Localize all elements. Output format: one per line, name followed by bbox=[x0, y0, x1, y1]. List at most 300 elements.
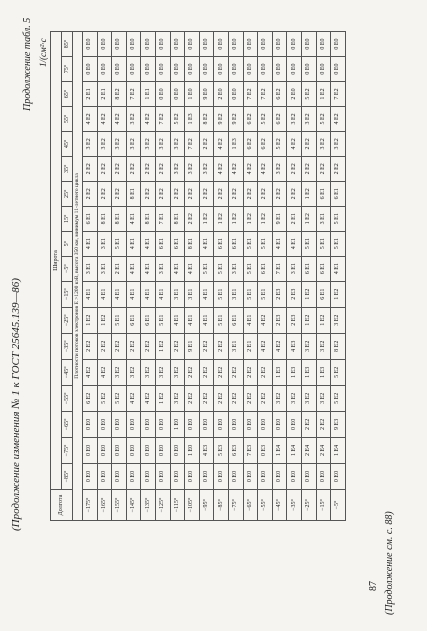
table-cell: 0 E0 bbox=[141, 437, 156, 463]
table-cell: 0 E0 bbox=[185, 463, 200, 489]
table-cell: 4 E1 bbox=[170, 307, 185, 333]
table-cell: 5 E2 bbox=[170, 106, 185, 131]
table-cell: 3 E2 bbox=[272, 156, 287, 181]
table-cell: 2 E2 bbox=[97, 181, 112, 206]
table-cell: 0 E0 bbox=[243, 57, 258, 82]
table-cell: 2 E1 bbox=[83, 82, 98, 107]
column-header: 75° bbox=[62, 57, 73, 82]
table-cell: 3 E2 bbox=[272, 385, 287, 411]
column-header: −35° bbox=[62, 333, 73, 359]
table-cell: 3 E1 bbox=[83, 256, 98, 281]
row-label: −45° bbox=[272, 490, 287, 521]
table-cell: 6 E1 bbox=[331, 181, 346, 206]
table-cell: 4 E1 bbox=[126, 206, 141, 231]
table-cell: 4 E2 bbox=[214, 156, 229, 181]
table-cell: 5 E1 bbox=[243, 256, 258, 281]
table-cell: 2 E2 bbox=[214, 385, 229, 411]
table-row bbox=[97, 32, 112, 521]
table-cell: 0 E0 bbox=[112, 463, 127, 489]
table-cell: 1 E1 bbox=[141, 82, 156, 107]
table-cell: 0 E0 bbox=[287, 463, 302, 489]
table-cell: 3 E2 bbox=[316, 333, 331, 359]
table-cell: 8 E1 bbox=[185, 231, 200, 256]
table-cell: 0 E3 bbox=[258, 437, 273, 463]
table-cell: 3 E2 bbox=[155, 359, 170, 385]
row-label: −115° bbox=[170, 490, 185, 521]
table-cell: 9 E0 bbox=[199, 82, 214, 107]
table-cell: 2 E2 bbox=[243, 385, 258, 411]
table-cell: 1 E2 bbox=[331, 281, 346, 307]
table-cell: 5 E1 bbox=[258, 231, 273, 256]
table-cell: 4 E1 bbox=[243, 307, 258, 333]
table-cell: 5 E1 bbox=[243, 281, 258, 307]
table-cell: 3 E2 bbox=[170, 156, 185, 181]
table-cell: 6 E2 bbox=[243, 131, 258, 156]
column-header: −25° bbox=[62, 307, 73, 333]
table-cell: 2 E1 bbox=[243, 333, 258, 359]
table-cell: 3 E2 bbox=[170, 385, 185, 411]
column-header: 15° bbox=[62, 206, 73, 231]
page-number: 87 bbox=[368, 581, 379, 591]
table-cell: 5 E2 bbox=[258, 106, 273, 131]
table-cell: 0 E0 bbox=[258, 463, 273, 489]
group-header: Широта bbox=[51, 32, 62, 490]
table-cell: 3 E2 bbox=[331, 307, 346, 333]
table-cell: 9 E3 bbox=[331, 411, 346, 437]
table-cell: 0 E0 bbox=[214, 57, 229, 82]
table-cell: 0 E0 bbox=[155, 57, 170, 82]
column-header: −65° bbox=[62, 411, 73, 437]
table-cell: 2 E2 bbox=[258, 385, 273, 411]
column-header: −85° bbox=[62, 463, 73, 489]
table-cell: 2 E2 bbox=[316, 411, 331, 437]
table-cell: 0 E0 bbox=[170, 32, 185, 57]
table-cell: 2 E2 bbox=[170, 181, 185, 206]
table-cell: 1 E2 bbox=[301, 281, 316, 307]
table-cell: 7 E2 bbox=[185, 131, 200, 156]
table-cell: 2 E2 bbox=[126, 156, 141, 181]
table-cell: 6 E1 bbox=[316, 256, 331, 281]
row-label: −65° bbox=[243, 490, 258, 521]
table-cell: 6 E1 bbox=[214, 231, 229, 256]
table-cell: 4 E2 bbox=[258, 333, 273, 359]
table-cell: 2 E0 bbox=[287, 82, 302, 107]
table-cell: 0 E0 bbox=[228, 411, 243, 437]
table-cell: 3 E2 bbox=[316, 131, 331, 156]
table-cell: 2 E2 bbox=[199, 359, 214, 385]
table-cell: 3 E2 bbox=[155, 131, 170, 156]
table-cell: 2 E2 bbox=[214, 333, 229, 359]
table-cell: 2 E2 bbox=[331, 156, 346, 181]
table-cell: 0 E0 bbox=[155, 463, 170, 489]
table-cell: 7 E1 bbox=[155, 206, 170, 231]
table-cell: 4 E2 bbox=[258, 156, 273, 181]
table-cell: 1 E2 bbox=[155, 385, 170, 411]
table-cell: 2 E2 bbox=[301, 131, 316, 156]
table-cell: 6 E1 bbox=[228, 307, 243, 333]
table-cell: 5 E1 bbox=[112, 307, 127, 333]
table-cell: 4 E3 bbox=[199, 437, 214, 463]
table-cell: 0 E0 bbox=[141, 32, 156, 57]
column-header: 85° bbox=[62, 32, 73, 57]
table-cell: 2 E2 bbox=[258, 181, 273, 206]
table-cell: 1 E2 bbox=[83, 307, 98, 333]
table-cell: 0 E0 bbox=[316, 32, 331, 57]
table-cell: 1 E2 bbox=[258, 206, 273, 231]
table-cell: 3 E2 bbox=[83, 131, 98, 156]
table-cell: 4 E1 bbox=[141, 256, 156, 281]
table-row bbox=[272, 32, 287, 521]
row-label: −165° bbox=[97, 490, 112, 521]
table-cell: 0 E0 bbox=[83, 32, 98, 57]
table-cell: 5 E2 bbox=[331, 385, 346, 411]
table-cell: 0 E0 bbox=[155, 411, 170, 437]
table-cell: 3 E2 bbox=[126, 131, 141, 156]
table-row bbox=[228, 32, 243, 521]
table-cell: 3 E2 bbox=[331, 131, 346, 156]
table-cell: 5 E1 bbox=[301, 231, 316, 256]
table-cell: 2 E2 bbox=[301, 156, 316, 181]
table-row bbox=[170, 32, 185, 521]
column-header: −75° bbox=[62, 437, 73, 463]
table-cell: 2 E2 bbox=[141, 333, 156, 359]
column-header: 25° bbox=[62, 181, 73, 206]
table-cell: 4 E2 bbox=[331, 106, 346, 131]
table-cell: 3 E1 bbox=[97, 231, 112, 256]
table-row bbox=[331, 32, 346, 521]
table-cell: 2 E2 bbox=[83, 181, 98, 206]
table-cell: 4 E1 bbox=[331, 256, 346, 281]
row-label: −75° bbox=[228, 490, 243, 521]
table-cell: 2 E2 bbox=[83, 333, 98, 359]
table-cell: 4 E3 bbox=[287, 333, 302, 359]
table-cell: 2 E2 bbox=[214, 181, 229, 206]
table-cell: 0 E0 bbox=[97, 411, 112, 437]
table-cell: 0 E0 bbox=[97, 463, 112, 489]
table-cell: 3 E2 bbox=[301, 333, 316, 359]
table-cell: 1 E0 bbox=[185, 437, 200, 463]
table-cell: 4 E2 bbox=[228, 156, 243, 181]
table-cell: 4 E2 bbox=[272, 333, 287, 359]
table-cell: 5 E1 bbox=[316, 231, 331, 256]
table-cell: 0 E0 bbox=[126, 32, 141, 57]
table-cell: 3 E1 bbox=[228, 333, 243, 359]
row-label: −85° bbox=[214, 490, 229, 521]
table-cell: 2 E2 bbox=[228, 181, 243, 206]
table-cell: 8 E1 bbox=[112, 206, 127, 231]
table-continuation-label: Продолжение табл. 5 bbox=[22, 17, 33, 111]
table-cell: 5 E2 bbox=[272, 131, 287, 156]
table-cell: 1 E3 bbox=[272, 359, 287, 385]
table-cell: 5 E2 bbox=[97, 385, 112, 411]
table-cell: 2 E2 bbox=[228, 359, 243, 385]
table-cell: 3 E2 bbox=[126, 359, 141, 385]
table-cell: 2 E2 bbox=[185, 181, 200, 206]
table-cell: 8 E2 bbox=[112, 82, 127, 107]
table-cell: 6 E3 bbox=[228, 437, 243, 463]
table-cell: 6 E1 bbox=[83, 206, 98, 231]
table-cell: 5 E2 bbox=[316, 106, 331, 131]
table-cell: 0 E0 bbox=[126, 411, 141, 437]
table-cell: 3 E2 bbox=[112, 359, 127, 385]
table-cell: 0 E0 bbox=[155, 437, 170, 463]
table-cell: 0 E0 bbox=[258, 32, 273, 57]
row-label: −125° bbox=[155, 490, 170, 521]
table-cell: 1 E3 bbox=[301, 359, 316, 385]
table-cell: 3 E1 bbox=[228, 281, 243, 307]
table-cell: 2 E2 bbox=[228, 385, 243, 411]
table-cell: 3 E2 bbox=[185, 156, 200, 181]
column-header: 45° bbox=[62, 131, 73, 156]
table-cell: 6 E1 bbox=[316, 281, 331, 307]
table-cell: 4 E1 bbox=[141, 281, 156, 307]
table-cell: 0 E0 bbox=[272, 32, 287, 57]
table-cell: 2 E3 bbox=[287, 281, 302, 307]
table-cell: 4 E1 bbox=[272, 231, 287, 256]
table-cell: 3 E2 bbox=[141, 131, 156, 156]
units-label: 1/(см²·с bbox=[38, 38, 48, 67]
row-label: −5° bbox=[331, 490, 346, 521]
table-cell: 1 E2 bbox=[301, 206, 316, 231]
table-cell: 2 E2 bbox=[112, 333, 127, 359]
table-cell: 2 E2 bbox=[199, 181, 214, 206]
table-cell: 1 E2 bbox=[301, 307, 316, 333]
table-cell: 4 E1 bbox=[83, 281, 98, 307]
table-cell: 4 E2 bbox=[97, 106, 112, 131]
table-cell: 4 E1 bbox=[141, 231, 156, 256]
table-cell: 2 E1 bbox=[287, 206, 302, 231]
table-cell: 4 E2 bbox=[141, 385, 156, 411]
table-cell: 4 E1 bbox=[126, 256, 141, 281]
table-cell: 3 E1 bbox=[155, 256, 170, 281]
table-cell: 2 E2 bbox=[243, 359, 258, 385]
table-cell: 0 E0 bbox=[287, 57, 302, 82]
table-cell: 0 E0 bbox=[185, 57, 200, 82]
table-cell: 0 E0 bbox=[185, 32, 200, 57]
table-cell: 0 E0 bbox=[83, 57, 98, 82]
table-cell: 0 E0 bbox=[126, 437, 141, 463]
table-cell: 8 E1 bbox=[170, 206, 185, 231]
column-header: −15° bbox=[62, 281, 73, 307]
table-cell: 1 E2 bbox=[199, 206, 214, 231]
table-cell: 0 E0 bbox=[243, 463, 258, 489]
table-cell: 2 E2 bbox=[112, 156, 127, 181]
table-cell: 0 E0 bbox=[170, 463, 185, 489]
table-cell: 1 E3 bbox=[185, 106, 200, 131]
table-cell: 2 E2 bbox=[112, 181, 127, 206]
table-cell: 7 E3 bbox=[243, 437, 258, 463]
table-cell: 0 E0 bbox=[170, 437, 185, 463]
table-cell: 4 E1 bbox=[112, 281, 127, 307]
table-cell: 2 E2 bbox=[170, 333, 185, 359]
table-cell: 8 E2 bbox=[199, 106, 214, 131]
column-header: 55° bbox=[62, 106, 73, 131]
table-cell: 1 E3 bbox=[316, 359, 331, 385]
table-cell: 1 E2 bbox=[316, 307, 331, 333]
table-row bbox=[287, 32, 302, 521]
table-cell: 4 E1 bbox=[126, 281, 141, 307]
table-cell: 3 E1 bbox=[97, 256, 112, 281]
table-cell: 1 E4 bbox=[287, 437, 302, 463]
table-cell: 5 E1 bbox=[331, 206, 346, 231]
table-cell: 0 E0 bbox=[228, 32, 243, 57]
table-cell: 3 E2 bbox=[170, 359, 185, 385]
table-cell: 2 E3 bbox=[287, 307, 302, 333]
row-label: −175° bbox=[83, 490, 98, 521]
table-cell: 0 E0 bbox=[126, 57, 141, 82]
table-row bbox=[141, 32, 156, 521]
column-header-row bbox=[62, 32, 73, 521]
table-cell: 2 E2 bbox=[243, 181, 258, 206]
table-cell: 5 E1 bbox=[155, 307, 170, 333]
table-cell: 0 E0 bbox=[243, 32, 258, 57]
table-cell: 6 E1 bbox=[141, 307, 156, 333]
table-cell: 0 E0 bbox=[301, 463, 316, 489]
column-header: 65° bbox=[62, 82, 73, 107]
table-cell: 1 E0 bbox=[170, 411, 185, 437]
table-cell: 0 E0 bbox=[272, 463, 287, 489]
table-cell: 3 E2 bbox=[170, 131, 185, 156]
table-cell: 5 E1 bbox=[243, 231, 258, 256]
table-cell: 2 E2 bbox=[316, 156, 331, 181]
table-cell: 1 E4 bbox=[331, 437, 346, 463]
table-cell: 5 E2 bbox=[301, 82, 316, 107]
document-heading: (Продолжение изменения № 1 к ГОСТ 25645.139—86) bbox=[10, 278, 22, 531]
table-cell: 2 E2 bbox=[199, 333, 214, 359]
table-cell: 5 E2 bbox=[112, 385, 127, 411]
table-cell: 9 E2 bbox=[214, 106, 229, 131]
table-cell: 4 E2 bbox=[83, 359, 98, 385]
table-row bbox=[199, 32, 214, 521]
table-cell: 5 E1 bbox=[214, 307, 229, 333]
table-cell: 6 E1 bbox=[301, 256, 316, 281]
table-cell: 0 E0 bbox=[331, 32, 346, 57]
table-cell: 8 E1 bbox=[126, 181, 141, 206]
table-cell: 1 E2 bbox=[228, 206, 243, 231]
table-cell: 2 E2 bbox=[126, 333, 141, 359]
table-cell: 6 E2 bbox=[83, 385, 98, 411]
table-cell: 0 E0 bbox=[141, 411, 156, 437]
table-cell: 4 E2 bbox=[287, 131, 302, 156]
table-cell: 2 E2 bbox=[155, 156, 170, 181]
table-cell: 0 E0 bbox=[287, 411, 302, 437]
table-cell: 6 E1 bbox=[228, 231, 243, 256]
table-cell: 0 E0 bbox=[214, 32, 229, 57]
row-label: −15° bbox=[316, 490, 331, 521]
table-cell: 3 E1 bbox=[228, 256, 243, 281]
table-cell: 6 E2 bbox=[272, 82, 287, 107]
table-cell: 2 E2 bbox=[97, 333, 112, 359]
table-cell: 4 E1 bbox=[97, 281, 112, 307]
corner-header: Долгота bbox=[51, 490, 73, 521]
table-cell: 3 E2 bbox=[199, 156, 214, 181]
table-cell: 0 E0 bbox=[199, 463, 214, 489]
table-cell: 7 E2 bbox=[126, 82, 141, 107]
table-cell: 0 E0 bbox=[112, 32, 127, 57]
table-cell: 4 E2 bbox=[97, 359, 112, 385]
table-cell: 1 E2 bbox=[97, 307, 112, 333]
table-cell: 0 E0 bbox=[301, 57, 316, 82]
table-cell: 2 E2 bbox=[287, 181, 302, 206]
table-cell: 7 E2 bbox=[258, 82, 273, 107]
table-row bbox=[258, 32, 273, 521]
row-label: −55° bbox=[258, 490, 273, 521]
row-label: −145° bbox=[126, 490, 141, 521]
table-cell: 0 E0 bbox=[112, 57, 127, 82]
table-cell: 4 E2 bbox=[126, 385, 141, 411]
table-cell: 2 E2 bbox=[155, 181, 170, 206]
table-cell: 0 E0 bbox=[228, 57, 243, 82]
table-cell: 2 E3 bbox=[272, 307, 287, 333]
row-label: −35° bbox=[287, 490, 302, 521]
table-cell: 4 E1 bbox=[199, 281, 214, 307]
row-label: −25° bbox=[301, 490, 316, 521]
table-cell: 2 E2 bbox=[83, 156, 98, 181]
table-cell: 0 E0 bbox=[243, 411, 258, 437]
table-cell: 0 E0 bbox=[170, 57, 185, 82]
table-cell: 2 E1 bbox=[97, 82, 112, 107]
table-cell: 1 E2 bbox=[214, 206, 229, 231]
table-cell: 0 E0 bbox=[214, 411, 229, 437]
table-cell: 6 E2 bbox=[258, 131, 273, 156]
table-cell: 9 E2 bbox=[228, 106, 243, 131]
table-cell: 2 E2 bbox=[141, 156, 156, 181]
table-cell: 0 E0 bbox=[185, 411, 200, 437]
table-cell: 2 E2 bbox=[97, 156, 112, 181]
table-cell: 5 E1 bbox=[214, 281, 229, 307]
table-cell: 0 E0 bbox=[155, 82, 170, 107]
table-cell: 4 E1 bbox=[155, 281, 170, 307]
table-cell: 2 E4 bbox=[316, 437, 331, 463]
table-cell: 7 E2 bbox=[155, 106, 170, 131]
table-cell: 3 E1 bbox=[287, 256, 302, 281]
table-cell: 3 E2 bbox=[112, 131, 127, 156]
table-cell: 3 E2 bbox=[126, 106, 141, 131]
table-cell: 2 E4 bbox=[301, 437, 316, 463]
table-cell: 4 E1 bbox=[185, 307, 200, 333]
table-cell: 0 E0 bbox=[272, 411, 287, 437]
table-cell: 6 E1 bbox=[258, 256, 273, 281]
row-label: −155° bbox=[112, 490, 127, 521]
table-cell: 4 E2 bbox=[83, 106, 98, 131]
table-cell: 1 E3 bbox=[228, 131, 243, 156]
row-label: −105° bbox=[185, 490, 200, 521]
table-cell: 0 E0 bbox=[141, 57, 156, 82]
table-cell: 3 E2 bbox=[316, 385, 331, 411]
table-cell: 3 E1 bbox=[185, 281, 200, 307]
table-row bbox=[214, 32, 229, 521]
table-cell: 0 E0 bbox=[228, 82, 243, 107]
column-header: 5° bbox=[62, 231, 73, 256]
table-cell: 5 E2 bbox=[331, 359, 346, 385]
table-cell: 2 E1 bbox=[112, 256, 127, 281]
table-cell: 0 E0 bbox=[214, 463, 229, 489]
table-cell: 2 E2 bbox=[141, 181, 156, 206]
table-cell: 2 E2 bbox=[272, 181, 287, 206]
table-row bbox=[155, 32, 170, 521]
table-row bbox=[126, 32, 141, 521]
table-cell: 1 E4 bbox=[272, 437, 287, 463]
table-cell: 5 E1 bbox=[331, 231, 346, 256]
flux-table bbox=[50, 31, 346, 521]
table-row bbox=[185, 32, 200, 521]
table-cell: 4 E1 bbox=[185, 256, 200, 281]
table-cell: 0 E0 bbox=[258, 411, 273, 437]
table-cell: 0 E0 bbox=[331, 463, 346, 489]
table-row bbox=[316, 32, 331, 521]
table-cell: 4 E1 bbox=[83, 231, 98, 256]
column-header: −5° bbox=[62, 256, 73, 281]
